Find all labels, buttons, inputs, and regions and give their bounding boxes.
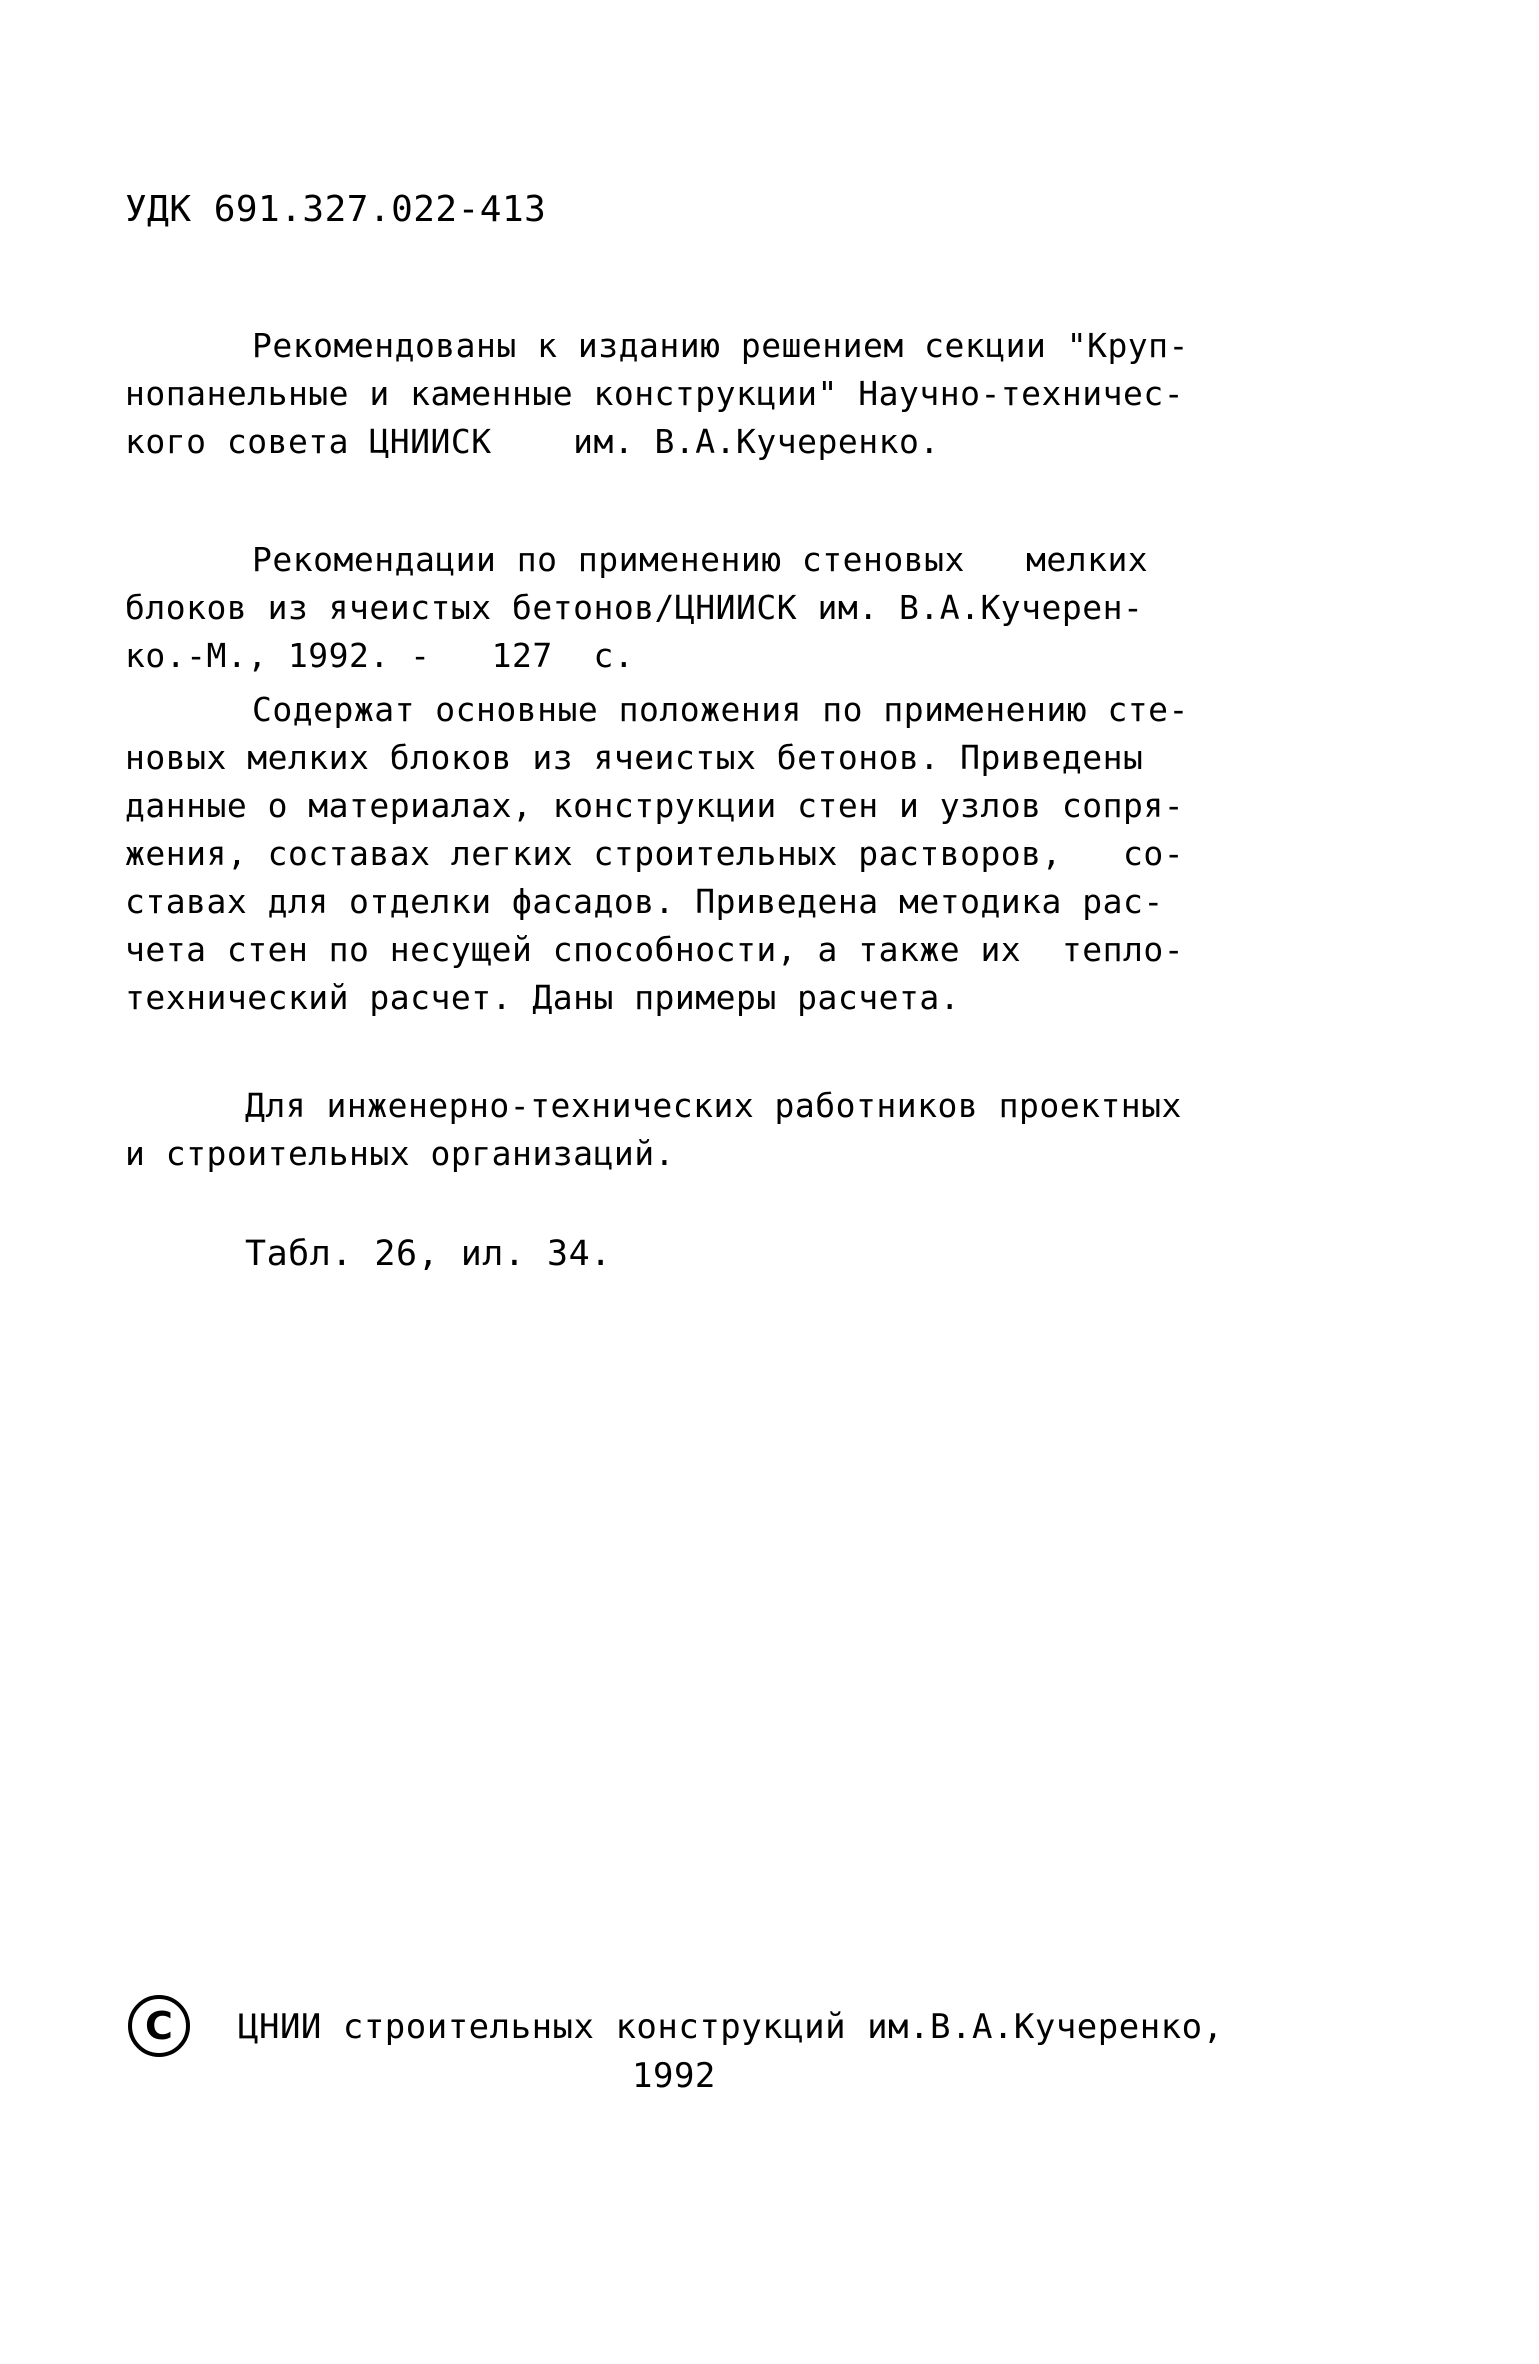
bibliography-line: ко.-М., 1992. - 127 с. (125, 636, 635, 675)
abstract-line: жения, составах легких строительных растворов, со- (125, 834, 1185, 873)
abstract-line: чета стен по несущей способности, а также их тепло- (125, 930, 1185, 969)
recommendation-line: Рекомендованы к изданию решением секции "Круп- (252, 326, 1189, 365)
audience-line: и строительных организаций. (125, 1134, 675, 1173)
recommendation-line: кого совета ЦНИИСК им. В.А.Кучеренко. (125, 422, 940, 461)
copyright-icon: C (128, 1995, 190, 2057)
abstract-line: Содержат основные положения по применению сте- (252, 690, 1189, 729)
abstract-line: технический расчет. Даны примеры расчета. (125, 978, 961, 1017)
copyright-holder: ЦНИИ строительных конструкций им.В.А.Кучеренко, (238, 2007, 1224, 2047)
udk-code: УДК 691.327.022-413 (125, 189, 547, 230)
audience-line: Для инженерно-технических работников проектных (245, 1086, 1182, 1125)
tables-illustrations-count: Табл. 26, ил. 34. (245, 1234, 612, 1274)
abstract-line: ставах для отделки фасадов. Приведена методика рас- (125, 882, 1164, 921)
bibliography-line: блоков из ячеистых бетонов/ЦНИИСК им. В.А.Кучерен- (125, 588, 1144, 627)
bibliography-line: Рекомендации по применению стеновых мелких (252, 540, 1149, 579)
recommendation-line: нопанельные и каменные конструкции" Научно-техничес- (125, 374, 1185, 413)
abstract-line: данные о материалах, конструкции стен и узлов сопря- (125, 786, 1185, 825)
abstract-line: новых мелких блоков из ячеистых бетонов. Приведены (125, 738, 1144, 777)
copyright-year: 1992 (632, 2056, 716, 2096)
